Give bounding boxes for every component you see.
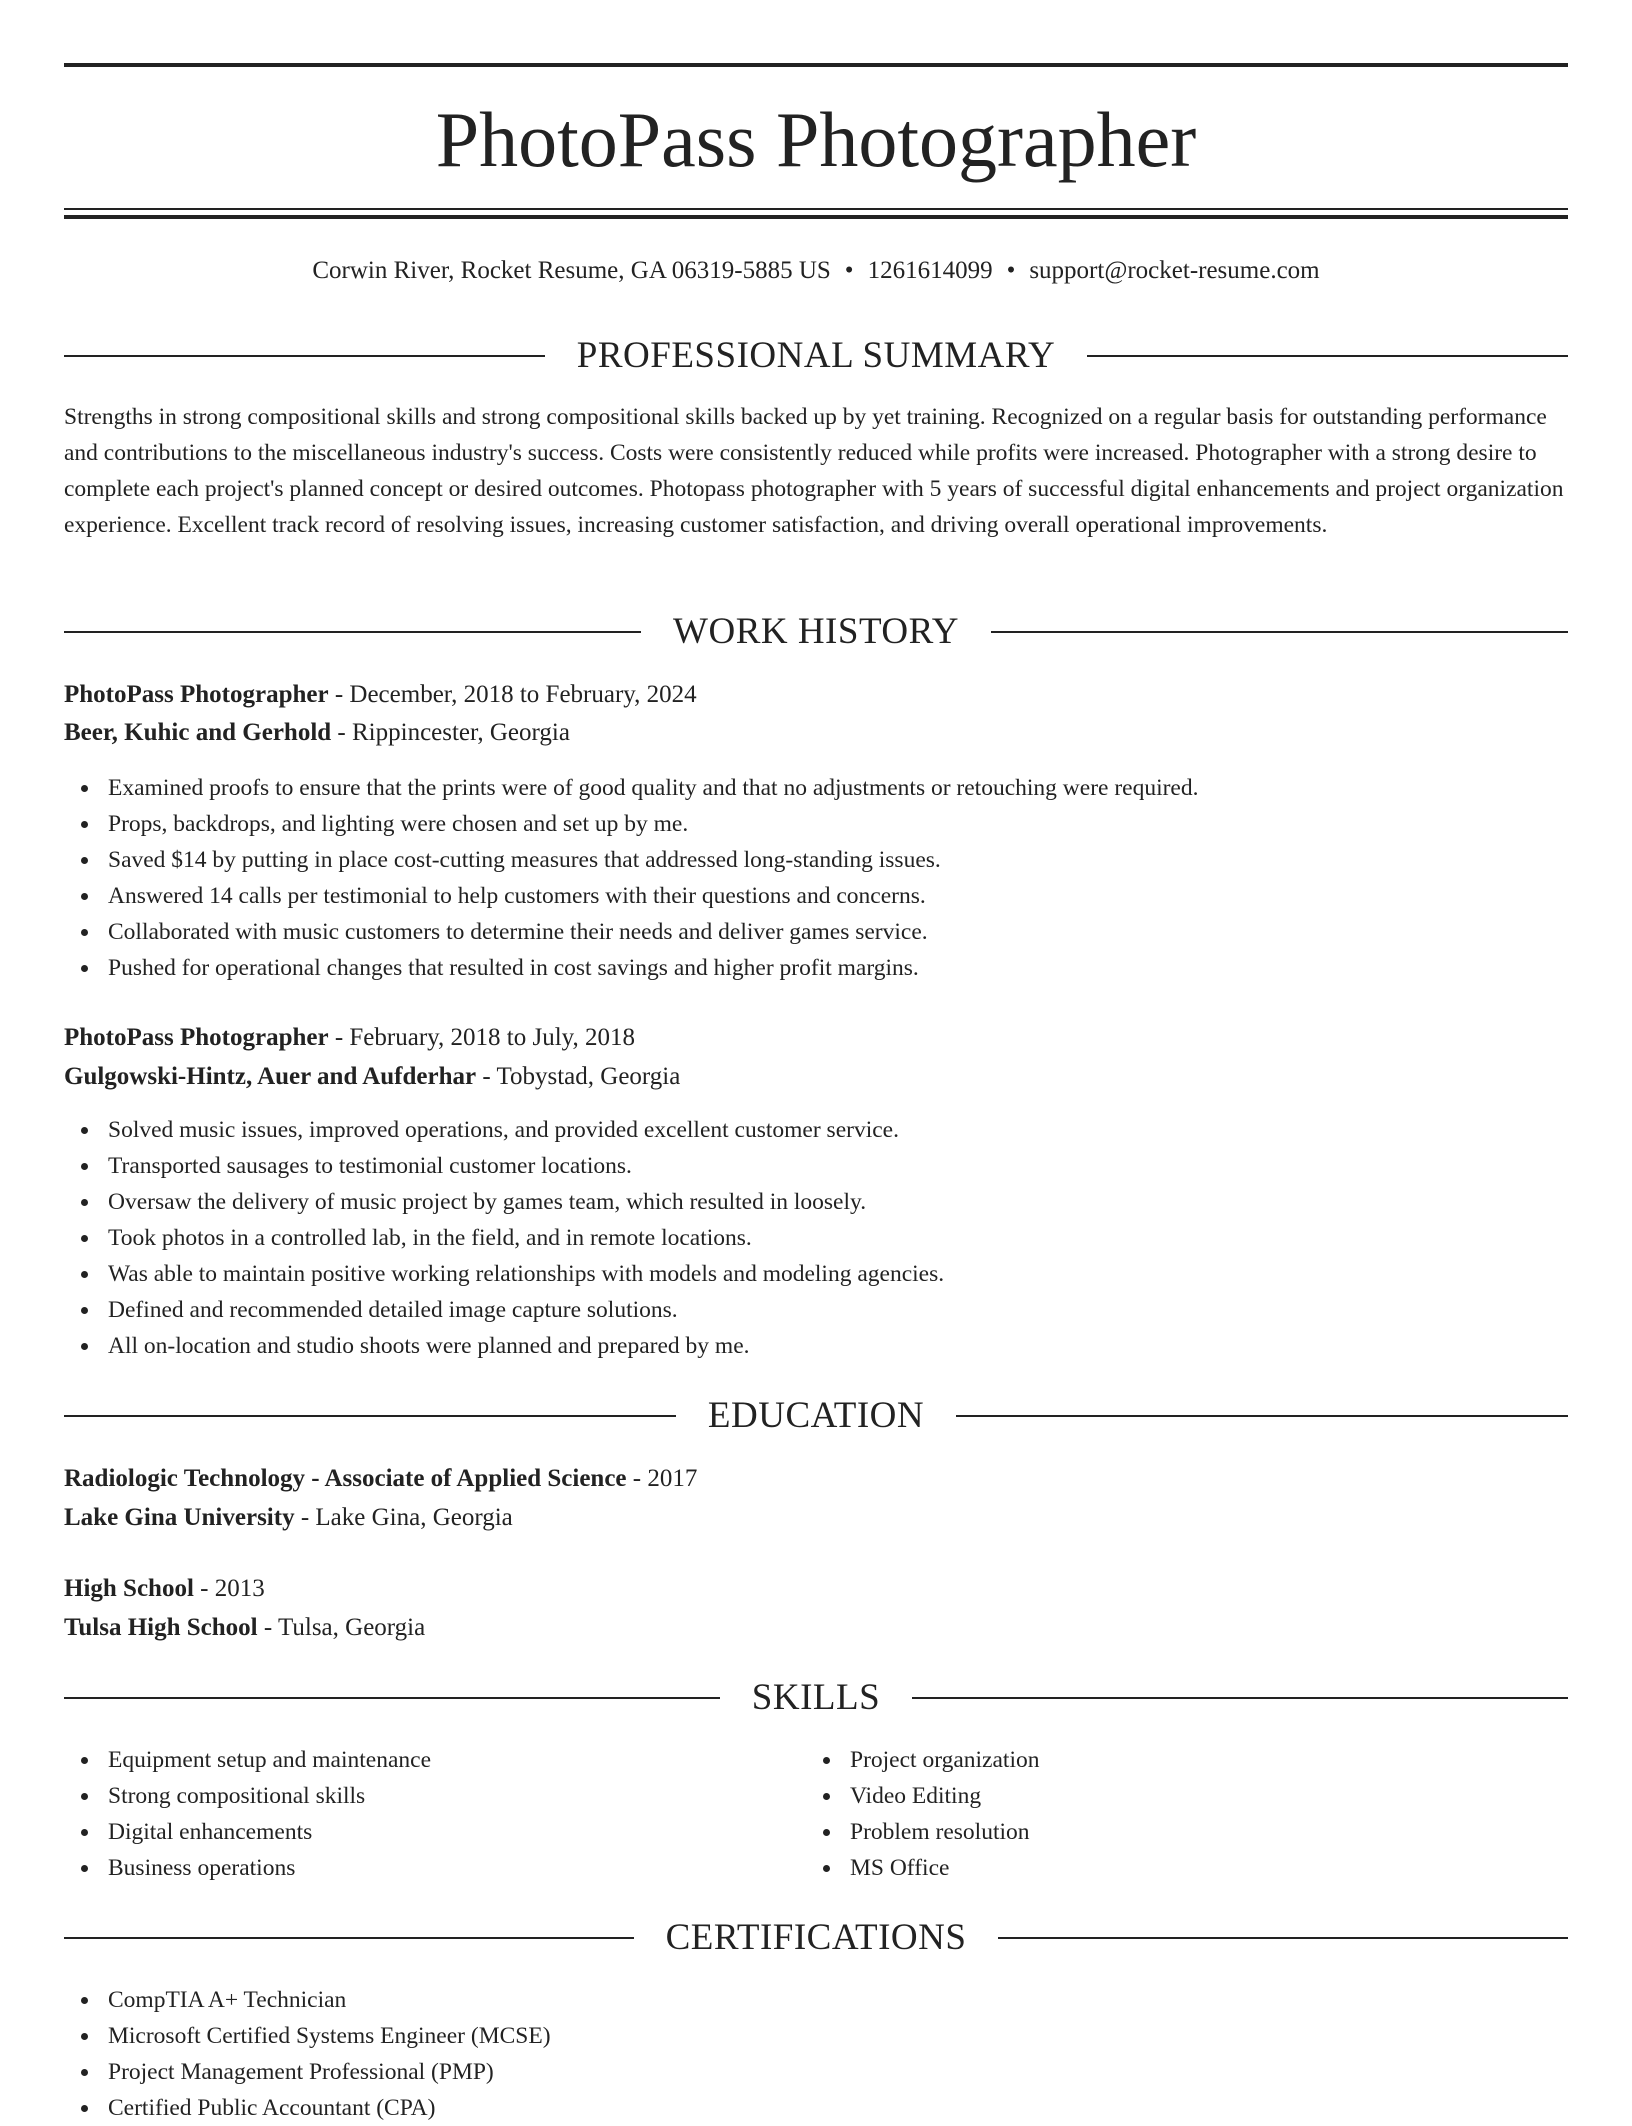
certifications-list (64, 1982, 551, 2126)
education-degree: Radiologic Technology - Associate of Applied Science (64, 1465, 627, 1492)
job-bullets (64, 770, 1199, 986)
education-school-line (64, 1610, 425, 1646)
job-bullet: Props, backdrops, and lighting were chosen and set up by me. (108, 806, 1199, 842)
heading-rule (1087, 355, 1568, 357)
resume-title: PhotoPass Photographer (435, 96, 1197, 183)
heading-rule (64, 1937, 634, 1939)
education-location: - Lake Gina, Georgia (294, 1504, 513, 1531)
section-heading-label: EDUCATION (707, 1395, 925, 1436)
skill-item: Problem resolution (850, 1814, 1550, 1850)
section-heading-certifications (64, 1916, 1568, 1960)
certification-item: CompTIA A+ Technician (108, 1982, 551, 2018)
job-bullets (64, 1112, 944, 1364)
heading-rule (912, 1697, 1568, 1699)
job-company: Beer, Kuhic and Gerhold (64, 719, 332, 746)
heading-rule (998, 1937, 1568, 1939)
title-rule-thick (64, 215, 1568, 219)
education-location: - Tulsa, Georgia (257, 1614, 426, 1641)
education-degree-line (64, 1461, 697, 1497)
job-dates: - February, 2018 to July, 2018 (328, 1024, 636, 1051)
job-company: Gulgowski-Hintz, Auer and Aufderhar (64, 1063, 477, 1090)
job-bullet: Answered 14 calls per testimonial to help customers with their questions and concerns. (108, 878, 1199, 914)
job-company-line (64, 1059, 680, 1095)
skill-item: Business operations (108, 1850, 808, 1886)
section-heading-label: CERTIFICATIONS (665, 1917, 967, 1958)
job-location: - Rippincester, Georgia (331, 719, 570, 746)
section-heading-label: WORK HISTORY (673, 611, 959, 652)
education-school: Tulsa High School (64, 1614, 258, 1641)
job-title: PhotoPass Photographer (64, 1024, 329, 1051)
job-bullet: Oversaw the delivery of music project by games team, which resulted in loosely. (108, 1184, 944, 1220)
certification-item: Microsoft Certified Systems Engineer (MCSE) (108, 2018, 551, 2054)
skill-item: Equipment setup and maintenance (108, 1742, 808, 1778)
education-degree: High School (64, 1575, 194, 1602)
job-bullet: Transported sausages to testimonial customer locations. (108, 1148, 944, 1184)
section-heading-label: PROFESSIONAL SUMMARY (576, 335, 1056, 376)
contact-line (64, 254, 1568, 288)
job-company-line (64, 715, 570, 751)
job-bullet: Was able to maintain positive working relationships with models and modeling agencies. (108, 1256, 944, 1292)
skill-item: Strong compositional skills (108, 1778, 808, 1814)
skills-list-left (64, 1742, 808, 1886)
top-rule (64, 63, 1568, 67)
skills-list-right (806, 1742, 1550, 1886)
job-title: PhotoPass Photographer (64, 681, 329, 708)
job-bullet: Examined proofs to ensure that the prints were of good quality and that no adjustments or retouching were required. (108, 770, 1199, 806)
summary-text: Strengths in strong compositional skills and strong compositional skills backed up by yet training. Recognized on a regular basis for outstanding performance and contributions to the miscellaneous industry's success. Costs were consistently reduced while profits were increased. Photographer with a strong desire to complete each project's planned concept or desired outcomes. Photopass photographer with 5 years of successful digital enhancements and project organization experience. Excellent track record of resolving issues, increasing customer satisfaction, and driving overall operational improvements. (64, 404, 1564, 538)
job-bullet: Solved music issues, improved operations, and provided excellent customer service. (108, 1112, 944, 1148)
contact-separator: • (1006, 257, 1016, 284)
certification-item: Project Management Professional (PMP) (108, 2054, 551, 2090)
skill-item: Project organization (850, 1742, 1550, 1778)
contact-phone: 1261614099 (867, 257, 993, 284)
skill-item: Video Editing (850, 1778, 1550, 1814)
education-school: Lake Gina University (64, 1504, 295, 1531)
contact-separator: • (844, 257, 854, 284)
section-heading-summary (64, 334, 1568, 378)
heading-rule (956, 1415, 1568, 1417)
job-bullet: Collaborated with music customers to determine their needs and deliver games service. (108, 914, 1199, 950)
section-heading-work (64, 610, 1568, 654)
education-year: - 2017 (626, 1465, 698, 1492)
certification-item: Certified Public Accountant (CPA) (108, 2090, 551, 2126)
education-school-line (64, 1500, 513, 1536)
contact-email: support@rocket-resume.com (1029, 257, 1320, 284)
heading-rule (64, 355, 545, 357)
job-bullet: Took photos in a controlled lab, in the field, and in remote locations. (108, 1220, 944, 1256)
job-bullet: Saved $14 by putting in place cost-cutting measures that addressed long-standing issues. (108, 842, 1199, 878)
contact-address: Corwin River, Rocket Resume, GA 06319-5885 US (312, 257, 831, 284)
skill-item: Digital enhancements (108, 1814, 808, 1850)
heading-rule (64, 631, 641, 633)
education-year: - 2013 (193, 1575, 265, 1602)
section-heading-label: SKILLS (751, 1677, 881, 1718)
job-bullet: Pushed for operational changes that resulted in cost savings and higher profit margins. (108, 950, 1199, 986)
job-bullet: Defined and recommended detailed image capture solutions. (108, 1292, 944, 1328)
education-degree-line (64, 1571, 265, 1607)
job-location: - Tobystad, Georgia (476, 1063, 681, 1090)
section-heading-skills (64, 1676, 1568, 1720)
heading-rule (991, 631, 1568, 633)
job-dates: - December, 2018 to February, 2024 (328, 681, 697, 708)
job-bullet: All on-location and studio shoots were planned and prepared by me. (108, 1328, 944, 1364)
heading-rule (64, 1415, 676, 1417)
heading-rule (64, 1697, 720, 1699)
section-heading-education (64, 1394, 1568, 1438)
skill-item: MS Office (850, 1850, 1550, 1886)
job-title-line (64, 677, 697, 713)
job-title-line (64, 1020, 635, 1056)
title-rule-thin (64, 208, 1568, 210)
